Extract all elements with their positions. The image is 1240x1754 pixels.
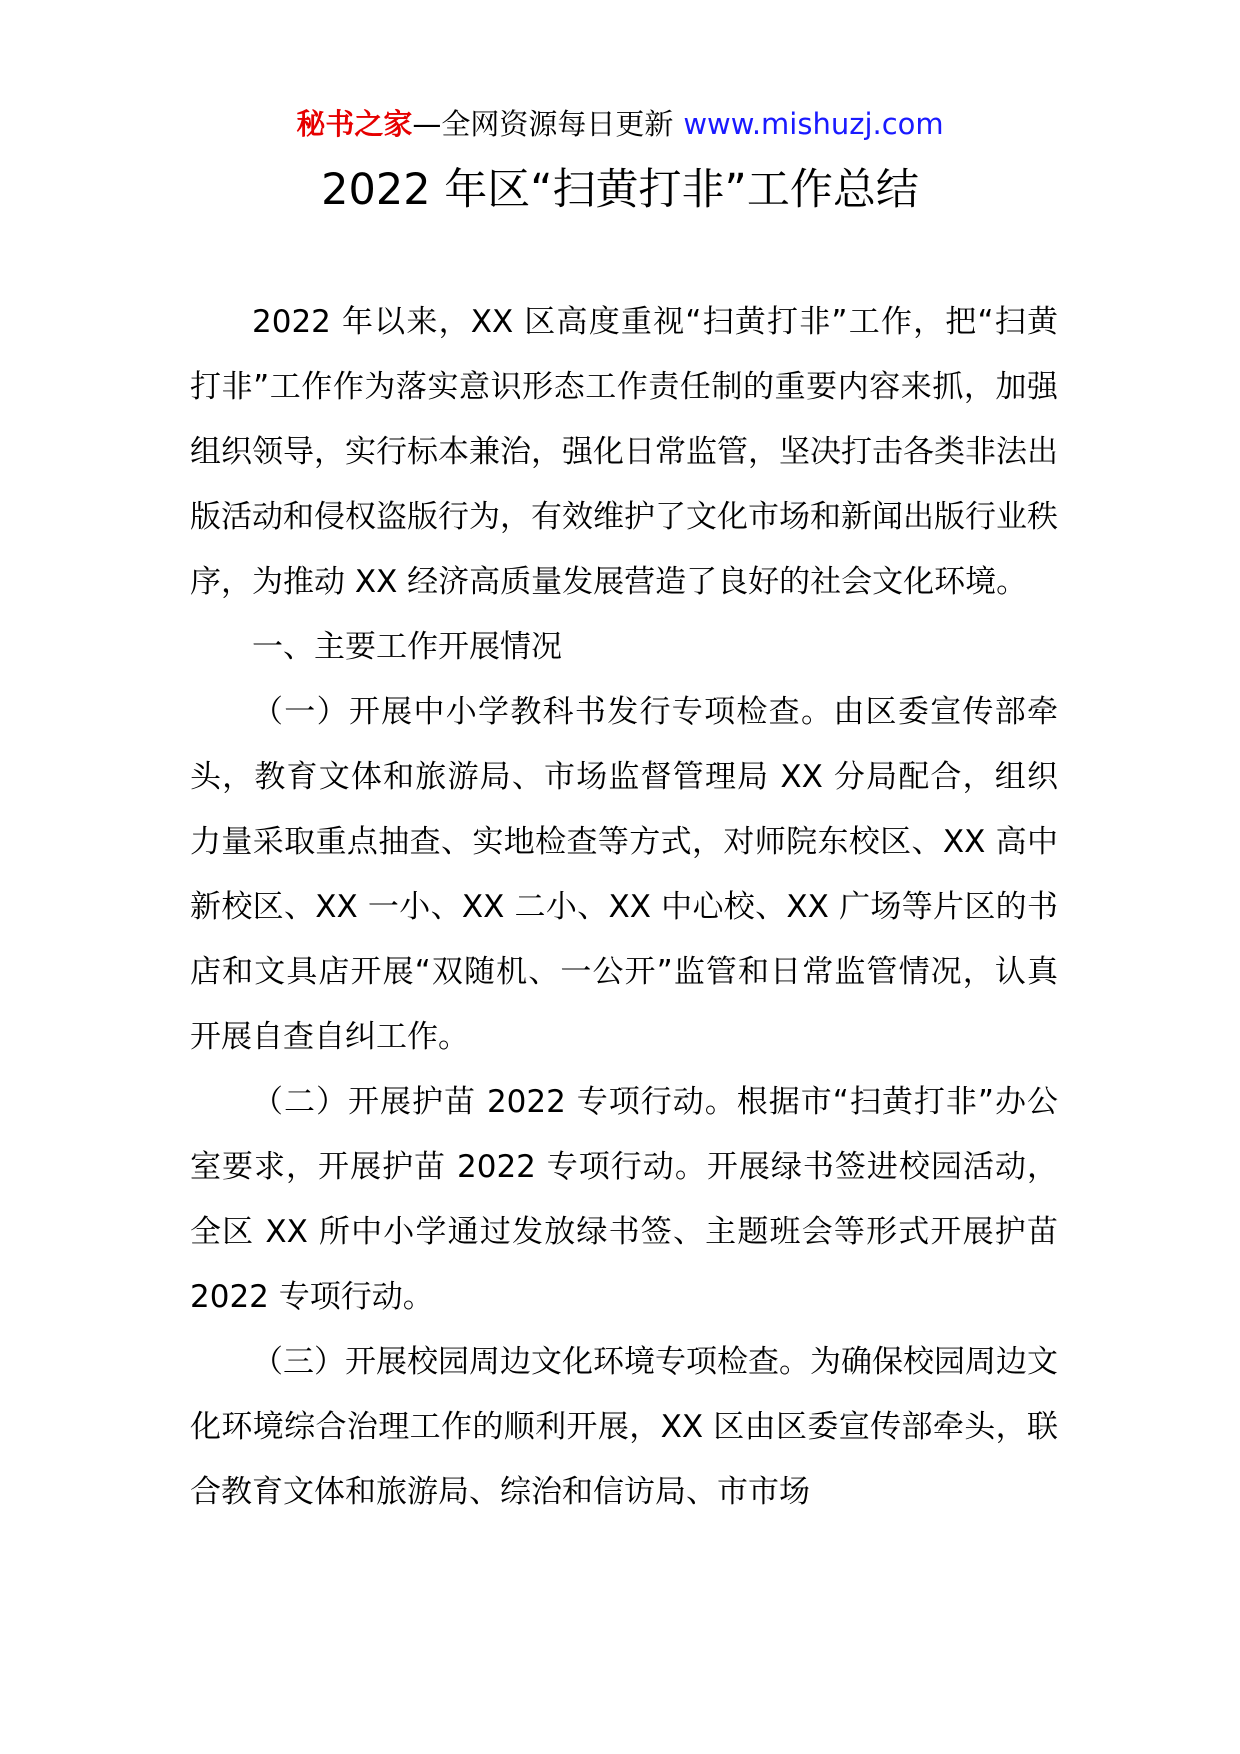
section-heading-main-work: 一、主要工作开展情况 bbox=[252, 629, 562, 665]
paragraph-item-3: （三）开展校园周边文化环境专项检查。为确保校园周边文化环境综合治理工作的顺利开展，XX 区由区委宣传部牵头，联合教育文体和旅游局、综治和信访局、市市场 bbox=[190, 1344, 1058, 1510]
document-title: 2022 年区“扫黄打非”工作总结 bbox=[321, 165, 919, 215]
site-url-link[interactable]: www.mishuzj.com bbox=[683, 107, 944, 141]
site-brand: 秘书之家 bbox=[296, 107, 413, 141]
paragraph-item-2: （二）开展护苗 2022 专项行动。根据市“扫黄打非”办公室要求，开展护苗 2022 专项行动。开展绿书签进校园活动，全区 XX 所中小学通过发放绿书签、主题班会等形式开展护苗 2022 专项行动。 bbox=[190, 1084, 1058, 1315]
document-body bbox=[190, 290, 1058, 1525]
site-slogan: —全网资源每日更新 bbox=[412, 107, 674, 141]
paragraph-intro: 2022 年以来，XX 区高度重视“扫黄打非”工作，把“扫黄打非”工作作为落实意识形态工作责任制的重要内容来抓，加强组织领导，实行标本兼治，强化日常监管，坚决打击各类非法出版活动和侵权盗版行为，有效维护了文化市场和新闻出版行业秩序，为推动 XX 经济高质量发展营造了良好的社会文化环境。 bbox=[190, 304, 1058, 600]
site-header bbox=[0, 104, 1240, 144]
paragraph-item-1: （一）开展中小学教科书发行专项检查。由区委宣传部牵头，教育文体和旅游局、市场监督管理局 XX 分局配合，组织力量采取重点抽查、实地检查等方式，对师院东校区、XX 高中新校区、XX 一小、XX 二小、XX 中心校、XX 广场等片区的书店和文具店开展“双随机、一公开”监管和日常监管情况，认真开展自查自纠工作。 bbox=[190, 694, 1058, 1055]
